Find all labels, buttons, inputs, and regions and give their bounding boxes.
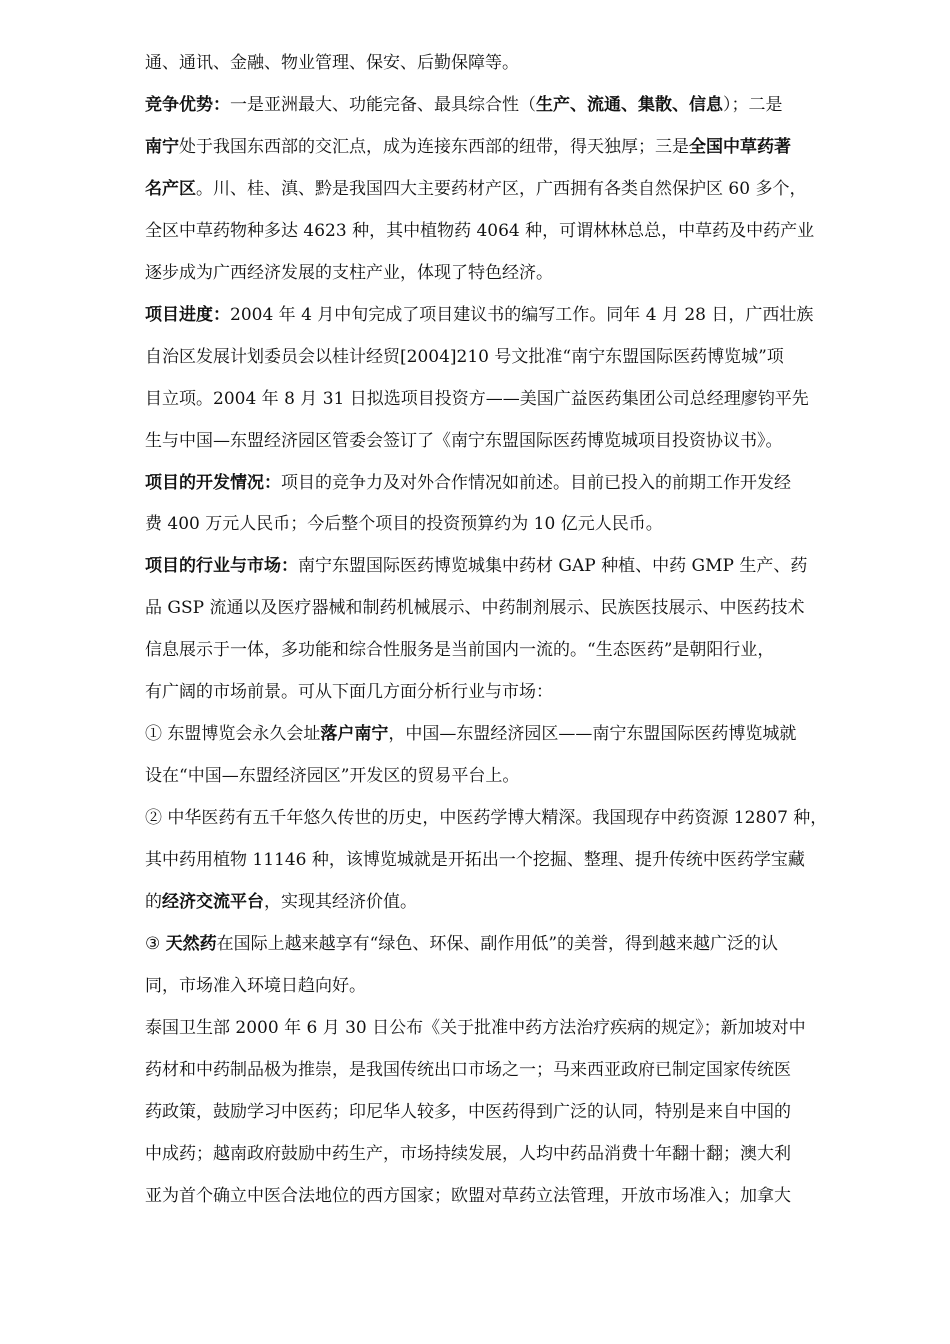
text-line bbox=[145, 891, 417, 913]
text-line bbox=[145, 430, 783, 452]
text-line bbox=[145, 639, 774, 661]
text-segment: 在国际上越来越享有“绿色、环保、副作用低”的美誉，得到越来越广泛的认 bbox=[216, 934, 779, 954]
text-line bbox=[145, 1185, 791, 1207]
text-segment: 其中药用植物 11146 种，该博览城就是开拓出一个挖掘、整理、提升传统中医药学宝藏 bbox=[145, 850, 805, 870]
text-segment: 中成药；越南政府鼓励中药生产，市场持续发展，人均中药品消费十年翻十翻；澳大利 bbox=[145, 1144, 791, 1164]
text-segment: 品 GSP 流通以及医疗器械和制药机械展示、中药制剂展示、民族医技展示、中医药技术 bbox=[145, 598, 805, 618]
text-segment: ，中国—东盟经济园区——南宁东盟国际医药博览城就 bbox=[388, 724, 797, 744]
text-line bbox=[145, 472, 791, 494]
text-line bbox=[145, 597, 804, 619]
text-line bbox=[145, 975, 366, 997]
text-line bbox=[145, 555, 807, 577]
text-segment: 药政策，鼓励学习中医药；印尼华人较多，中医药得到广泛的认同，特别是来自中国的 bbox=[145, 1102, 791, 1122]
text-segment: 2004 年 4 月中旬完成了项目建议书的编写工作。同年 4 月 28 日，广西壮族 bbox=[230, 305, 814, 325]
text-line bbox=[145, 513, 663, 535]
text-line bbox=[145, 346, 784, 368]
text-segment: 亚为首个确立中医合法地位的西方国家；欧盟对草药立法管理，开放市场准入；加拿大 bbox=[145, 1186, 791, 1206]
text-segment: 目立项。2004 年 8 月 31 日拟选项目投资方——美国广益医药集团公司总经理廖钧平先 bbox=[145, 389, 809, 409]
text-segment: ）；二是 bbox=[723, 95, 783, 115]
text-segment: 药材和中药制品极为推崇，是我国传统出口市场之一；马来西亚政府已制定国家传统医 bbox=[145, 1060, 791, 1080]
bold-text: 名产区 bbox=[145, 179, 196, 199]
text-segment: ，实现其经济价值。 bbox=[264, 892, 417, 912]
text-segment: 费 400 万元人民币；今后整个项目的投资预算约为 10 亿元人民币。 bbox=[145, 514, 663, 534]
text-line bbox=[145, 1101, 791, 1123]
bold-text: 项目的行业与市场： bbox=[145, 556, 298, 576]
bold-text: 项目进度： bbox=[145, 305, 230, 325]
text-line bbox=[145, 1017, 806, 1039]
text-segment: 通、通讯、金融、物业管理、保安、后勤保障等。 bbox=[145, 53, 519, 73]
text-line bbox=[145, 723, 796, 745]
text-line bbox=[145, 765, 519, 787]
bold-text: 天然药 bbox=[165, 934, 217, 954]
text-segment: 一是亚洲最大、功能完备、最具综合性（ bbox=[230, 95, 536, 115]
text-segment: 生与中国—东盟经济园区管委会签订了《南宁东盟国际医药博览城项目投资协议书》。 bbox=[145, 431, 783, 451]
text-segment: ② 中华医药有五千年悠久传世的历史，中医药学博大精深。我国现存中药资源 12807 种， bbox=[145, 808, 828, 828]
text-segment: 项目的竞争力及对外合作情况如前述。目前已投入的前期工作开发经 bbox=[281, 473, 791, 493]
text-segment: 。川、桂、滇、黔是我国四大主要药材产区，广西拥有各类自然保护区 60 多个， bbox=[196, 179, 807, 199]
text-segment: 同，市场准入环境日趋向好。 bbox=[145, 976, 366, 996]
bold-text: 项目的开发情况： bbox=[145, 473, 281, 493]
bold-text: 生产、流通、集散、信息 bbox=[536, 95, 723, 115]
text-segment: 处于我国东西部的交汇点，成为连接东西部的纽带，得天独厚；三是 bbox=[179, 137, 689, 157]
text-line bbox=[145, 681, 553, 703]
text-line bbox=[145, 933, 778, 955]
text-segment: 设在“中国—东盟经济园区”开发区的贸易平台上。 bbox=[145, 766, 520, 786]
text-line bbox=[145, 94, 783, 116]
bold-text: 全国中草药著 bbox=[689, 137, 791, 157]
text-segment: 的 bbox=[145, 892, 162, 912]
text-line bbox=[145, 1143, 791, 1165]
text-line bbox=[145, 304, 813, 326]
bold-text: 落户南宁 bbox=[320, 724, 389, 744]
text-line bbox=[145, 220, 814, 242]
text-line bbox=[145, 262, 553, 284]
text-segment: ③ bbox=[145, 934, 166, 954]
text-segment: 有广阔的市场前景。可从下面几方面分析行业与市场： bbox=[145, 682, 553, 702]
text-segment: 信息展示于一体，多功能和综合性服务是当前国内一流的。“生态医药”是朝阳行业， bbox=[145, 640, 775, 660]
text-line bbox=[145, 136, 791, 158]
bold-text: 经济交流平台 bbox=[162, 892, 264, 912]
text-line bbox=[145, 178, 806, 200]
text-segment: 逐步成为广西经济发展的支柱产业，体现了特色经济。 bbox=[145, 263, 553, 283]
text-line bbox=[145, 807, 827, 829]
text-segment: 自治区发展计划委员会以桂计经贸[2004]210 号文批准“南宁东盟国际医药博览城”项 bbox=[145, 347, 784, 367]
bold-text: 竞争优势： bbox=[145, 95, 230, 115]
bold-text: 南宁 bbox=[145, 137, 179, 157]
text-line bbox=[145, 388, 809, 410]
text-line bbox=[145, 849, 805, 871]
text-line bbox=[145, 1059, 791, 1081]
text-segment: 全区中草药物种多达 4623 种，其中植物药 4064 种，可谓林林总总，中草药及中药产业 bbox=[145, 221, 815, 241]
text-segment: 泰国卫生部 2000 年 6 月 30 日公布《关于批准中药方法治疗疾病的规定》；新加坡对中 bbox=[145, 1018, 806, 1038]
text-segment: ① 东盟博览会永久会址 bbox=[145, 724, 321, 744]
text-line bbox=[145, 52, 519, 74]
text-segment: 南宁东盟国际医药博览城集中药材 GAP 种植、中药 GMP 生产、药 bbox=[298, 556, 808, 576]
